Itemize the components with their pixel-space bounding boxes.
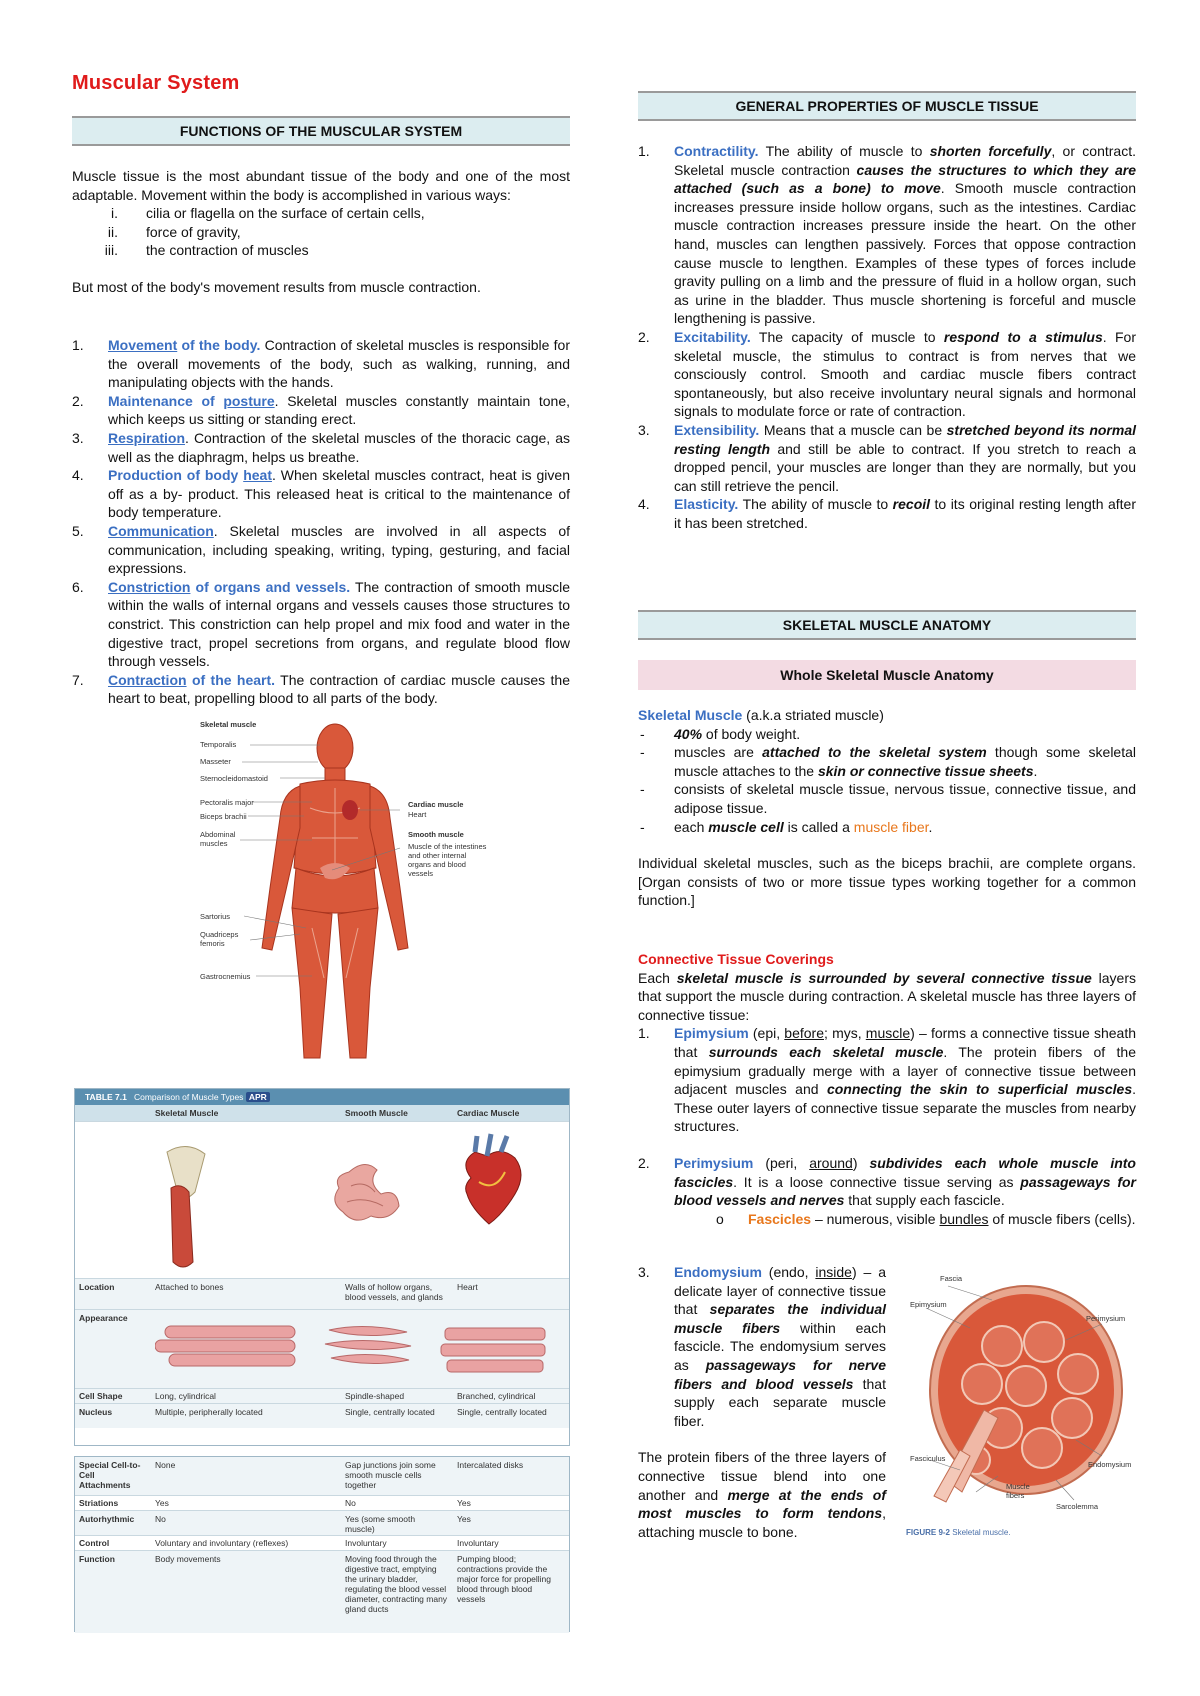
connective-tissue-heading: Connective Tissue Coverings	[638, 951, 834, 967]
list-item: 3. Extensibility. Means that a muscle can be stretched beyond its normal resting length and still be able to contract. If you stretch to reach a dropped pencil, your muscles are longer than they are normally, but you can still retrieve the pencil.	[638, 421, 1137, 494]
skeletal-muscle-list	[638, 725, 1136, 837]
list-item: - muscles are attached to the skeletal system though some skeletal muscle attaches to the skin or connective tissue sheets.	[640, 744, 1136, 779]
properties-header: GENERAL PROPERTIES OF MUSCLE TISSUE	[638, 91, 1136, 121]
tendon-paragraph: The protein fibers of the three layers of connective tissue blend into one another and merge at the ends of most muscles to form tendons, attaching muscle to bone.	[638, 1449, 887, 1540]
functions-intro-block	[72, 167, 570, 297]
organs-paragraph: Individual skeletal muscles, such as the biceps brachii, are complete organs. [Organ consists of two or more tissue types working together for a common function.]	[638, 855, 1136, 909]
list-item: 3. Respiration. Contraction of the skeletal muscles of the thoracic cage, as well as the diaphragm, helps us breathe.	[72, 429, 570, 465]
connective-tissue-block	[638, 950, 1136, 1228]
table-row: Special Cell-to-Cell Attachments None Gap junctions join some smooth muscle cells together Intercalated disks	[75, 1457, 569, 1495]
list-item: - 40% of body weight.	[640, 725, 801, 742]
page-title: Muscular System	[72, 72, 240, 94]
list-item: 4. Production of body heat. When skeletal muscles contract, heat is given off as a by- product. This released heat is critical to the maintenance of body temperature.	[72, 467, 570, 521]
list-item: i. cilia or flagella on the surface of certain cells,	[111, 205, 425, 222]
body-figure-svg	[200, 718, 500, 1078]
list-item: 2. Maintenance of posture. Skeletal muscles constantly maintain tone, which keeps us sitting or standing erect.	[72, 392, 571, 428]
endomysium-block	[638, 1263, 886, 1541]
apr-badge: APR	[246, 1092, 270, 1102]
heart-organ-icon	[466, 1134, 521, 1224]
skeletal-muscle-block	[638, 706, 1136, 910]
but-most-paragraph: But most of the body's movement results from muscle contraction.	[72, 278, 481, 295]
connective-tissue-intro: Each skeletal muscle is surrounded by several connective tissue layers that support the muscle during contraction. A skeletal muscle has three layers of connective tissue:	[638, 969, 1136, 1023]
muscular-system-figure: Skeletal muscle Temporalis Masseter Sternocleidomastoid Pectoralis major Biceps brachii Abdominal muscles Sartorius Quadriceps femoris Gastrocnemius Cardiac muscle Heart Smooth muscle Muscle of the intestines and other internal organs and blood vessels	[200, 718, 500, 1078]
properties-list	[638, 142, 1136, 532]
list-item: ii. force of gravity,	[107, 223, 241, 240]
list-item: 6. Constriction of organs and vessels. The contraction of smooth muscle within the walls of internal organs and vessels causes those structures to constrict. This constriction can help propel and mix food and water in the digestive tract, propel secretions from organs, and regulate blood flow through vessels.	[72, 578, 570, 670]
figure-labels: Fascia Epimysium Perimysium Fasciculus Muscle fibers Sarcolemma Endomysium	[910, 1274, 1132, 1511]
list-item: 5. Communication. Skeletal muscles are involved in all aspects of communication, including speaking, writing, typing, gesturing, and facial expressions.	[72, 522, 570, 577]
list-item: 7. Contraction of the heart. The contraction of cardiac muscle causes the heart to beat, propelling blood to all parts of the body.	[72, 671, 570, 707]
list-item: 1. Epimysium (epi, before; mys, muscle) – forms a connective tissue sheath that surrounds each skeletal muscle. The protein fibers of the epimysium gradually merge with a layer of connective tissue between adjacent muscles and connecting the skin to superficial muscles. These outer layers of connective tissue separate the muscles from nearby structures.	[638, 1025, 1136, 1135]
column-header: Cardiac Muscle	[457, 1108, 520, 1118]
column-header: Skeletal Muscle	[155, 1108, 219, 1118]
muscle-cell-appearance-svg	[155, 1322, 555, 1378]
ways-list	[72, 204, 570, 260]
figure-caption: FIGURE 9-2 Skeletal muscle.	[906, 1528, 1011, 1537]
table-row: Location Attached to bones Walls of hollow organs, blood vessels, and glands Heart	[75, 1278, 569, 1309]
intro-paragraph: Muscle tissue is the most abundant tissue of the body and one of the most adaptable. Movement within the body is accomplished in various ways:	[72, 168, 570, 203]
table-row: Cell Shape Long, cylindrical Spindle-shaped Branched, cylindrical	[75, 1388, 569, 1403]
heart-icon	[342, 800, 358, 820]
table-row: Autorhythmic No Yes (some smooth muscle) Yes	[75, 1510, 569, 1535]
list-item: - consists of skeletal muscle tissue, nervous tissue, connective tissue, and adipose tissue.	[640, 781, 1136, 816]
arm-muscle-icon	[167, 1146, 205, 1267]
list-item: o Fascicles – numerous, visible bundles of muscle fibers (cells).	[716, 1210, 1136, 1227]
table-row: Striations Yes No Yes	[75, 1495, 569, 1510]
muscle-comparison-table-continued	[74, 1456, 570, 1632]
list-item: 4. Elasticity. The ability of muscle to recoil to its original resting length after it has been stretched.	[638, 496, 1136, 531]
muscle-comparison-table	[74, 1088, 570, 1446]
table-row: Control Voluntary and involuntary (reflexes) Involuntary Involuntary	[75, 1535, 569, 1550]
list-item: 2. Perimysium (peri, around) subdivides each whole muscle into fascicles. It is a loose connective tissue serving as passageways for blood vessels and nerves that supply each fascicle.	[638, 1154, 1136, 1209]
skeletal-muscle-line: Skeletal Muscle (a.k.a striated muscle)	[638, 707, 884, 723]
anatomy-header: SKELETAL MUSCLE ANATOMY	[638, 610, 1136, 640]
skeletal-muscle-figure	[906, 1270, 1136, 1530]
intestine-organ-icon	[335, 1164, 399, 1220]
whole-muscle-header: Whole Skeletal Muscle Anatomy	[638, 660, 1136, 690]
list-item: 1. Contractility. The ability of muscle to shorten forcefully, or contract. Skeletal muscle contraction causes the structures to which they are attached (such as a bone) to move. Smooth muscle contraction increases pressure inside hollow organs, such as the intestines. Cardiac muscle contraction increases pressure inside the heart. On the other hand, muscles can lengthen passively. Forces that oppose contraction cause muscle to lengthen. Examples of these types of forces include gravity pulling on a limb and the pressure of fluid in a hollow organ, such as urine in the bladder. Thus muscle shortening is forceful and muscle lengthening is passive.	[638, 143, 1137, 327]
list-item: - each muscle cell is called a muscle fiber.	[640, 818, 933, 835]
table-illustration-row	[75, 1121, 569, 1278]
muscle-illustrations-svg	[75, 1122, 569, 1278]
column-header: Smooth Muscle	[345, 1108, 408, 1118]
table-column-headers	[75, 1105, 569, 1121]
fascicles-list	[638, 1210, 1136, 1229]
list-item: 3. Endomysium (endo, inside) – a delicate layer of connective tissue that separates the individual muscle fibers within each fascicle. The endomysium serves as passageways for nerve fibers and blood vessels that supply each separate muscle fiber.	[638, 1264, 887, 1429]
list-item: 2. Excitability. The capacity of muscle to respond to a stimulus. For skeletal muscle, the stimulus to contract is from nerves that we consciously control. Smooth and cardiac muscle fibers contract spontaneously, but also receive involuntary neural signals and hormonal signals to modulate force or rate of contraction.	[638, 328, 1136, 420]
functions-header: FUNCTIONS OF THE MUSCULAR SYSTEM	[72, 116, 570, 146]
functions-list	[72, 336, 570, 708]
table-row: Function Body movements Moving food through the digestive tract, emptying the urinary bladder, regulating the blood vessel diameter, contracting many gland ducts Pumping blood; contractions provide the major force for propelling blood through blood vessels	[75, 1550, 569, 1633]
list-item: iii. the contraction of muscles	[104, 242, 309, 259]
table-caption: TABLE 7.1 Comparison of Muscle Types APR	[75, 1089, 569, 1105]
table-row: Appearance	[75, 1309, 569, 1388]
list-item: 1. Movement of the body. Contraction of skeletal muscles is responsible for the overall movements of the body, such as walking, running, and manipulating objects with the hands.	[72, 337, 570, 391]
table-row: Nucleus Multiple, peripherally located Single, centrally located Single, centrally located	[75, 1403, 569, 1428]
